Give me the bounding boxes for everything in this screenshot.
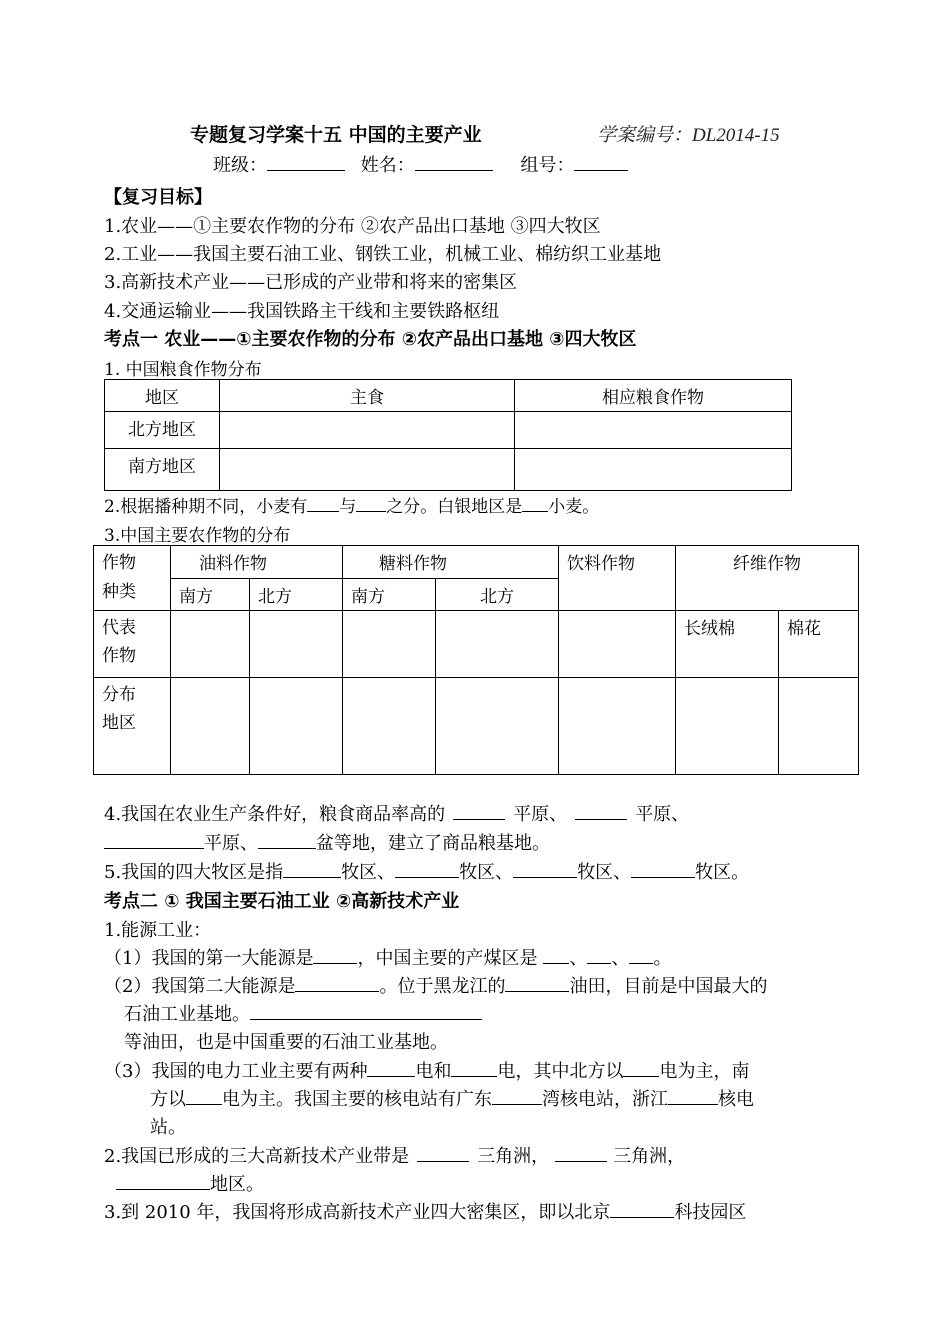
answer-cell[interactable] bbox=[559, 678, 676, 775]
hitech-text: 2.我国已形成的三大高新技术产业带是 bbox=[104, 1146, 410, 1167]
section2-heading: 考点二 ① 我国主要石油工业 ②高新技术产业 bbox=[104, 891, 460, 912]
q2-text: 小麦。 bbox=[548, 497, 600, 517]
answer-cell[interactable] bbox=[250, 678, 343, 775]
energy-text: 方以 bbox=[150, 1089, 186, 1110]
answer-blank[interactable] bbox=[295, 975, 379, 992]
energy-text: 电，其中北方以 bbox=[497, 1061, 624, 1082]
goals-heading: 【复习目标】 bbox=[104, 187, 212, 208]
page-title: 专题复习学案十五 中国的主要产业 bbox=[190, 124, 482, 146]
energy-text: 、 bbox=[569, 948, 588, 969]
q4-line2 bbox=[104, 829, 550, 855]
energy-q2-line3: 等油田，也是中国重要的石油工业基地。 bbox=[124, 1032, 448, 1053]
document-code: 学案编号：DL2014-15 bbox=[597, 125, 780, 146]
answer-cell[interactable] bbox=[436, 678, 559, 775]
cotton-cell: 棉花 bbox=[779, 611, 859, 678]
rep-crop-row-head: 代表 作物 bbox=[94, 611, 171, 678]
hitech-q2-line2 bbox=[104, 1170, 264, 1196]
answer-blank[interactable] bbox=[283, 861, 341, 878]
class-blank[interactable] bbox=[267, 154, 345, 171]
answer-cell[interactable] bbox=[436, 611, 559, 678]
hitech-text: 3.到 2010 年，我国将形成高新技术产业四大密集区，即以北京 bbox=[104, 1202, 611, 1223]
answer-blank[interactable] bbox=[356, 495, 386, 512]
sugar-crops-header: 糖料作物 bbox=[343, 546, 559, 579]
q5-text: 牧区、 bbox=[341, 862, 396, 883]
answer-blank[interactable] bbox=[513, 861, 577, 878]
answer-cell[interactable] bbox=[559, 611, 676, 678]
energy-text: 。位于黑龙江的 bbox=[379, 976, 506, 997]
class-label: 班级： bbox=[213, 155, 267, 176]
long-staple-cotton-cell: 长绒棉 bbox=[676, 611, 779, 678]
goal-item: 2.工业——我国主要石油工业、钢铁工业，机械工业、棉纺织工业基地 bbox=[104, 244, 662, 265]
q5-text: 牧区、 bbox=[577, 862, 632, 883]
goal-item: 3.高新技术产业——已形成的产业带和将来的密集区 bbox=[104, 272, 518, 293]
answer-blank[interactable] bbox=[668, 1088, 718, 1105]
answer-cell[interactable] bbox=[171, 611, 250, 678]
q4-text: 平原、 bbox=[635, 804, 690, 825]
oil-crops-header: 油料作物 bbox=[171, 546, 343, 579]
answer-cell[interactable] bbox=[171, 678, 250, 775]
region-cell: 南方地区 bbox=[105, 449, 220, 491]
q4-text: 4.我国在农业生产条件好，粮食商品率高的 bbox=[104, 804, 446, 825]
energy-q3-line1 bbox=[104, 1057, 749, 1083]
answer-blank[interactable] bbox=[116, 1173, 210, 1190]
distribution-row-head: 分布 地区 bbox=[94, 678, 171, 775]
row-head-text: 种类 bbox=[102, 582, 136, 602]
fiber-crops-header: 纤维作物 bbox=[676, 546, 859, 611]
q2-text: 2.根据播种期不同，小麦有 bbox=[104, 497, 308, 517]
hitech-text: 科技园区 bbox=[674, 1202, 747, 1223]
south-subheader: 南方 bbox=[343, 578, 436, 611]
table-header: 相应粮食作物 bbox=[515, 380, 792, 412]
answer-blank[interactable] bbox=[186, 1088, 222, 1105]
south-subheader: 南方 bbox=[171, 578, 250, 611]
answer-blank[interactable] bbox=[453, 803, 505, 820]
table-header: 地区 bbox=[105, 380, 220, 412]
energy-text: 电和 bbox=[415, 1061, 452, 1082]
answer-cell[interactable] bbox=[515, 412, 792, 449]
answer-blank[interactable] bbox=[451, 1060, 497, 1077]
answer-cell[interactable] bbox=[343, 611, 436, 678]
hitech-q3-line bbox=[104, 1198, 746, 1224]
q5-text: 牧区、 bbox=[459, 862, 514, 883]
answer-blank[interactable] bbox=[629, 947, 653, 964]
energy-text: 油田，目前是中国最大的 bbox=[569, 976, 768, 997]
answer-cell[interactable] bbox=[250, 611, 343, 678]
answer-cell[interactable] bbox=[220, 449, 515, 491]
drink-crops-header: 饮料作物 bbox=[559, 546, 676, 611]
q2-text: 与 bbox=[339, 497, 357, 517]
group-label: 组号： bbox=[520, 155, 575, 176]
q4-line1 bbox=[104, 800, 689, 826]
answer-blank[interactable] bbox=[555, 1145, 607, 1162]
energy-text: （3）我国的电力工业主要有两种 bbox=[104, 1061, 368, 1082]
answer-blank[interactable] bbox=[505, 975, 569, 992]
answer-blank[interactable] bbox=[543, 947, 569, 964]
grain-table bbox=[104, 379, 792, 491]
energy-text: ，中国主要的产煤区是 bbox=[357, 948, 538, 969]
answer-blank[interactable] bbox=[313, 947, 357, 964]
energy-text: 石油工业基地。 bbox=[124, 1004, 250, 1025]
crop-distribution-table bbox=[93, 545, 859, 775]
name-blank[interactable] bbox=[415, 154, 493, 171]
group-blank[interactable] bbox=[574, 154, 628, 171]
hitech-text: 三角洲， bbox=[477, 1146, 550, 1167]
q1-label: 1. 中国粮食作物分布 bbox=[104, 360, 262, 380]
hitech-text: 地区。 bbox=[210, 1174, 264, 1195]
energy-text: 。 bbox=[653, 948, 672, 969]
answer-blank[interactable] bbox=[623, 1060, 659, 1077]
student-info-line bbox=[213, 151, 628, 177]
energy-q3-line2 bbox=[150, 1085, 754, 1111]
answer-blank[interactable] bbox=[610, 1201, 674, 1218]
answer-blank[interactable] bbox=[104, 832, 204, 849]
answer-cell[interactable] bbox=[676, 678, 779, 775]
energy-q2-line2 bbox=[124, 1000, 482, 1026]
energy-text: （1）我国的第一大能源是 bbox=[104, 948, 314, 969]
q5-line bbox=[104, 858, 749, 884]
row-head-cell bbox=[94, 546, 171, 611]
hitech-text: 三角洲， bbox=[613, 1146, 686, 1167]
q2-text: 之分。白银地区是 bbox=[386, 497, 523, 517]
answer-blank[interactable] bbox=[307, 495, 339, 512]
answer-blank[interactable] bbox=[258, 832, 316, 849]
row-head-text: 作物 bbox=[102, 553, 136, 573]
hitech-q2-line1 bbox=[104, 1142, 685, 1168]
goal-item: 1.农业——①主要农作物的分布 ②农产品出口基地 ③四大牧区 bbox=[104, 216, 601, 237]
name-label: 姓名： bbox=[360, 155, 415, 176]
energy-q1 bbox=[104, 944, 671, 970]
answer-blank[interactable] bbox=[492, 1088, 542, 1105]
answer-cell[interactable] bbox=[515, 449, 792, 491]
answer-cell[interactable] bbox=[343, 678, 436, 775]
answer-blank[interactable] bbox=[395, 861, 459, 878]
answer-blank[interactable] bbox=[367, 1060, 415, 1077]
q4-text: 平原、 bbox=[204, 833, 258, 854]
answer-cell[interactable] bbox=[220, 412, 515, 449]
energy-label: 1.能源工业： bbox=[104, 920, 212, 941]
north-subheader: 北方 bbox=[436, 578, 559, 611]
table-header: 主食 bbox=[220, 380, 515, 412]
answer-blank[interactable] bbox=[575, 803, 627, 820]
energy-text: 电为主。我国主要的核电站有广东 bbox=[222, 1089, 492, 1110]
region-cell: 北方地区 bbox=[105, 412, 220, 449]
q5-text: 牧区。 bbox=[695, 862, 750, 883]
energy-text: 核电 bbox=[718, 1089, 754, 1110]
energy-q3-line3: 站。 bbox=[150, 1117, 186, 1138]
energy-text: （2）我国第二大能源是 bbox=[104, 976, 296, 997]
answer-blank[interactable] bbox=[522, 495, 548, 512]
energy-q2-line1 bbox=[104, 972, 767, 998]
section1-heading: 考点一 农业——①主要农作物的分布 ②农产品出口基地 ③四大牧区 bbox=[104, 329, 637, 350]
energy-text: 电为主，南 bbox=[659, 1061, 750, 1082]
q5-text: 5.我国的四大牧区是指 bbox=[104, 862, 284, 883]
q4-text: 平原、 bbox=[513, 804, 568, 825]
q4-text: 盆等地，建立了商品粮基地。 bbox=[316, 833, 550, 854]
q2-line bbox=[104, 492, 599, 517]
answer-cell[interactable] bbox=[779, 678, 859, 775]
answer-blank[interactable] bbox=[250, 1003, 482, 1020]
q3-label: 3.中国主要农作物的分布 bbox=[104, 526, 291, 546]
answer-blank[interactable] bbox=[417, 1145, 469, 1162]
north-subheader: 北方 bbox=[250, 578, 343, 611]
goal-item: 4.交通运输业——我国铁路主干线和主要铁路枢纽 bbox=[104, 301, 500, 322]
answer-blank[interactable] bbox=[631, 861, 695, 878]
energy-text: 、 bbox=[611, 948, 630, 969]
answer-blank[interactable] bbox=[587, 947, 611, 964]
energy-text: 湾核电站，浙江 bbox=[542, 1089, 668, 1110]
